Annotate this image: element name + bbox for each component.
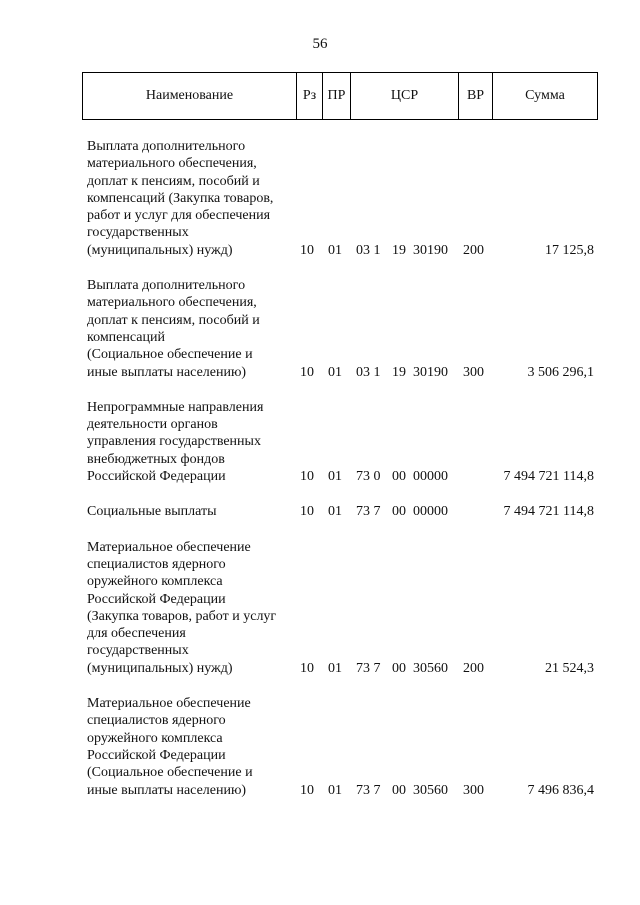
row-name [87,695,297,799]
row-csr-subprogram: 00 [392,469,406,485]
row-name-line: государственных [87,643,189,659]
row-csr-program: 73 7 [356,660,381,676]
row-name-line: иные выплаты населению) [87,364,247,380]
row-rz: 10 [300,660,314,676]
row-name-line: (Социальное обеспечение и [87,347,253,363]
row-csr-subprogram: 19 [392,242,406,258]
row-sum: 3 506 296,1 [527,364,594,380]
row-name-line: работ и услуг для обеспечения [87,208,271,224]
row-csr-direction: 30560 [413,660,448,676]
table-row [0,503,640,520]
row-csr-subprogram: 19 [392,364,406,380]
row-sum: 17 125,8 [545,242,594,258]
header-vr: ВР [459,73,493,119]
row-name-line: (Закупка товаров, работ и услуг [87,608,277,624]
table-row [0,399,640,485]
row-name-line: (муниципальных) нужд) [87,242,233,258]
row-name-line: доплат к пенсиям, пособий и [87,173,260,189]
header-name: Наименование [83,73,297,119]
table-row [0,539,640,677]
row-name-line: доплат к пенсиям, пособий и [87,312,260,328]
row-csr-program: 73 7 [356,504,381,520]
header-pr: ПР [323,73,351,119]
row-name-line: специалистов ядерного [87,713,226,729]
row-name [87,277,297,381]
header-rz: Рз [297,73,323,119]
row-rz: 10 [300,364,314,380]
row-name-line: государственных [87,225,189,241]
row-name-line: оружейного комплекса [87,574,223,590]
page-number: 56 [312,36,328,52]
row-name-line: компенсаций [87,329,165,345]
row-name-line: (Социальное обеспечение и [87,765,253,781]
header-sum: Сумма [525,88,565,103]
row-csr-direction: 30560 [413,782,448,798]
row-csr-direction: 00000 [413,469,448,485]
header-csr: ЦСР [351,73,459,119]
row-csr-subprogram: 00 [392,782,406,798]
row-name-line: оружейного комплекса [87,730,223,746]
row-name-line: специалистов ядерного [87,556,226,572]
row-name-line: внебюджетных фондов [87,451,225,467]
row-name-line: Выплата дополнительного [87,278,246,294]
row-vr: 200 [463,242,484,258]
row-csr-program: 03 1 [356,364,381,380]
row-pr: 01 [328,660,342,676]
row-name-line: Российской Федерации [87,747,226,763]
row-sum: 7 496 836,4 [527,782,594,798]
row-rz: 10 [300,242,314,258]
table-body [0,138,640,817]
row-csr-program: 73 7 [356,782,381,798]
row-csr-program: 03 1 [356,242,381,258]
row-csr-subprogram: 00 [392,660,406,676]
row-name-line: деятельности органов [87,417,218,433]
row-name [87,539,297,677]
row-sum: 7 494 721 114,8 [503,469,594,485]
row-name-line: компенсаций (Закупка товаров, [87,190,274,206]
row-name-line: (муниципальных) нужд) [87,660,233,676]
row-csr-direction: 30190 [413,364,448,380]
row-rz: 10 [300,469,314,485]
row-name-line: Непрограммные направления [87,399,264,415]
table-header [82,72,598,120]
row-name-line: иные выплаты населению) [87,782,247,798]
row-pr: 01 [328,782,342,798]
table-row [0,277,640,381]
row-name [87,399,297,485]
row-name-line: управления государственных [87,434,261,450]
row-csr-program: 73 0 [356,469,381,485]
row-sum: 7 494 721 114,8 [503,504,594,520]
row-pr: 01 [328,469,342,485]
table-row [0,695,640,799]
row-name-line: Материальное обеспечение [87,696,251,712]
row-name-line: материального обеспечения, [87,156,257,172]
row-name-line: Социальные выплаты [87,504,217,520]
row-vr: 300 [463,364,484,380]
row-pr: 01 [328,242,342,258]
row-vr: 200 [463,660,484,676]
row-name-line: Материальное обеспечение [87,539,251,555]
row-csr-direction: 30190 [413,242,448,258]
row-name [87,503,297,520]
row-pr: 01 [328,504,342,520]
row-name-line: Российской Федерации [87,469,226,485]
row-name-line: для обеспечения [87,626,186,642]
row-name-line: Выплата дополнительного [87,139,246,154]
row-name [87,138,297,259]
row-csr-direction: 00000 [413,504,448,520]
row-rz: 10 [300,504,314,520]
table-row [0,138,640,259]
row-name-line: Российской Федерации [87,591,226,607]
row-csr-subprogram: 00 [392,504,406,520]
row-vr: 300 [463,782,484,798]
row-pr: 01 [328,364,342,380]
row-rz: 10 [300,782,314,798]
row-name-line: материального обеспечения, [87,295,257,311]
row-sum: 21 524,3 [545,660,594,676]
